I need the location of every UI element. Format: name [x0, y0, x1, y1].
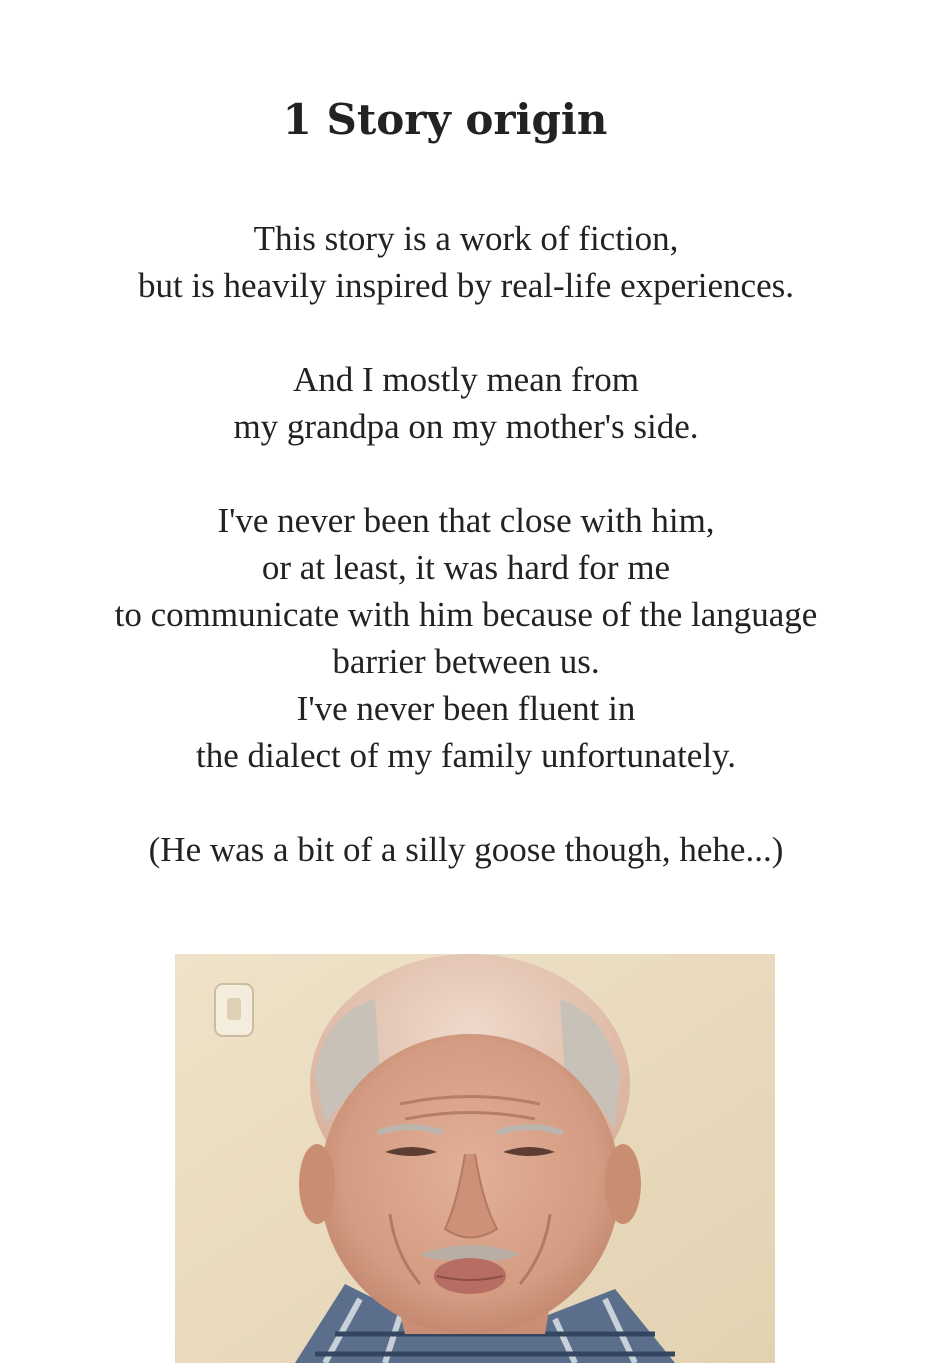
text-line: my grandpa on my mother's side. — [233, 407, 699, 446]
paragraph-2 — [0, 356, 932, 450]
story-text — [0, 215, 932, 920]
chapter-number: 1 — [282, 95, 312, 144]
text-line: or at least, it was hard for me — [261, 548, 671, 587]
text-line: to communicate with him because of the language — [114, 595, 818, 634]
photo-of-grandpa — [175, 954, 775, 1363]
chapter-heading — [0, 92, 890, 148]
text-line: (He was a bit of a silly goose though, hehe...) — [148, 830, 784, 869]
text-line: barrier between us. — [332, 642, 600, 681]
text-line: but is heavily inspired by real-life experiences. — [137, 266, 794, 305]
light-switch-icon — [215, 984, 253, 1036]
pursed-lips — [434, 1258, 506, 1294]
portrait-illustration — [175, 954, 775, 1363]
chapter-title: Story origin — [326, 95, 608, 144]
text-line: the dialect of my family unfortunately. — [195, 736, 737, 775]
paragraph-3 — [0, 497, 932, 779]
left-ear — [299, 1144, 335, 1224]
right-ear — [605, 1144, 641, 1224]
paragraph-1 — [0, 215, 932, 309]
text-line: I've never been fluent in — [296, 689, 636, 728]
text-line: This story is a work of fiction, — [253, 219, 679, 258]
text-line: I've never been that close with him, — [217, 501, 715, 540]
paragraph-4 — [0, 826, 932, 873]
text-line: And I mostly mean from — [292, 360, 640, 399]
